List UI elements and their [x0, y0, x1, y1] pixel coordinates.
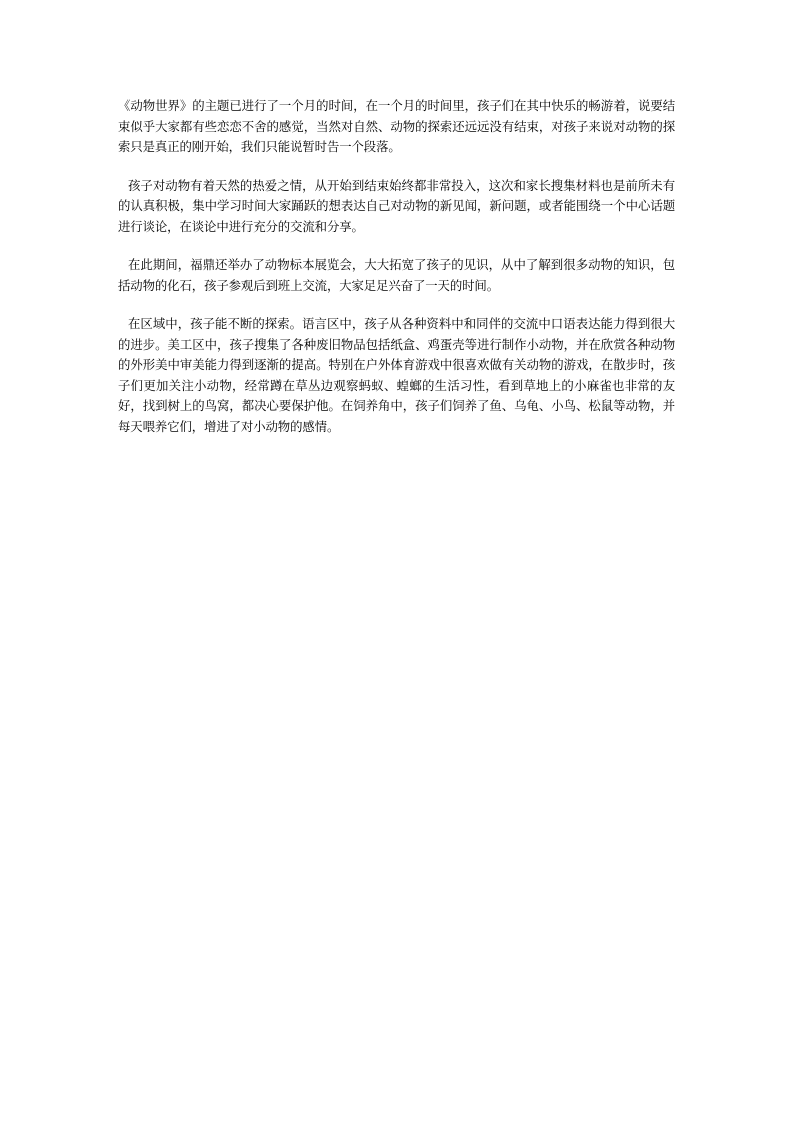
- paragraph-intro: 《动物世界》的主题已进行了一个月的时间，在一个月的时间里，孩子们在其中快乐的畅游着，说要结束似乎大家都有些恋恋不舍的感觉，当然对自然、动物的探索还远远没有结束，对孩子来说对动物的探索只是真正的刚开始，我们只能说暂时告一个段落。: [118, 98, 675, 154]
- paragraph-enthusiasm: 孩子对动物有着天然的热爱之情，从开始到结束始终都非常投入，这次和家长搜集材料也是前所未有的认真积极，集中学习时间大家踊跃的想表达自己对动物的新见闻，新问题，或者能围绕一个中心话题进行谈论，在谈论中进行充分的交流和分享。: [118, 177, 675, 234]
- paragraph-areas: 在区域中，孩子能不断的探索。语言区中，孩子从各种资料中和同伴的交流中口语表达能力得到很大的进步。美工区中，孩子搜集了各种废旧物品包括纸盒、鸡蛋壳等进行制作小动物，并在欣赏各种动物的外形美中审美能力得到逐渐的提高。特别在户外体育游戏中很喜欢做有关动物的游戏，在散步时，孩子们更加关注小动物，经常蹲在草丛边观察蚂蚁、蝗螂的生活习性，看到草地上的小麻雀也非常的友好，找到树上的鸟窝，都决心要保护他。在饲养角中，孩子们饲养了鱼、乌龟、小鸟、松鼠等动物，并每天喂养它们，增进了对小动物的感情。: [118, 316, 675, 434]
- paragraph-exhibition: 在此期间，福鼎还举办了动物标本展览会，大大拓宽了孩子的见识，从中了解到很多动物的知识，包括动物的化石，孩子参观后到班上交流，大家足足兴奋了一天的时间。: [118, 257, 675, 293]
- document-body: [118, 96, 675, 455]
